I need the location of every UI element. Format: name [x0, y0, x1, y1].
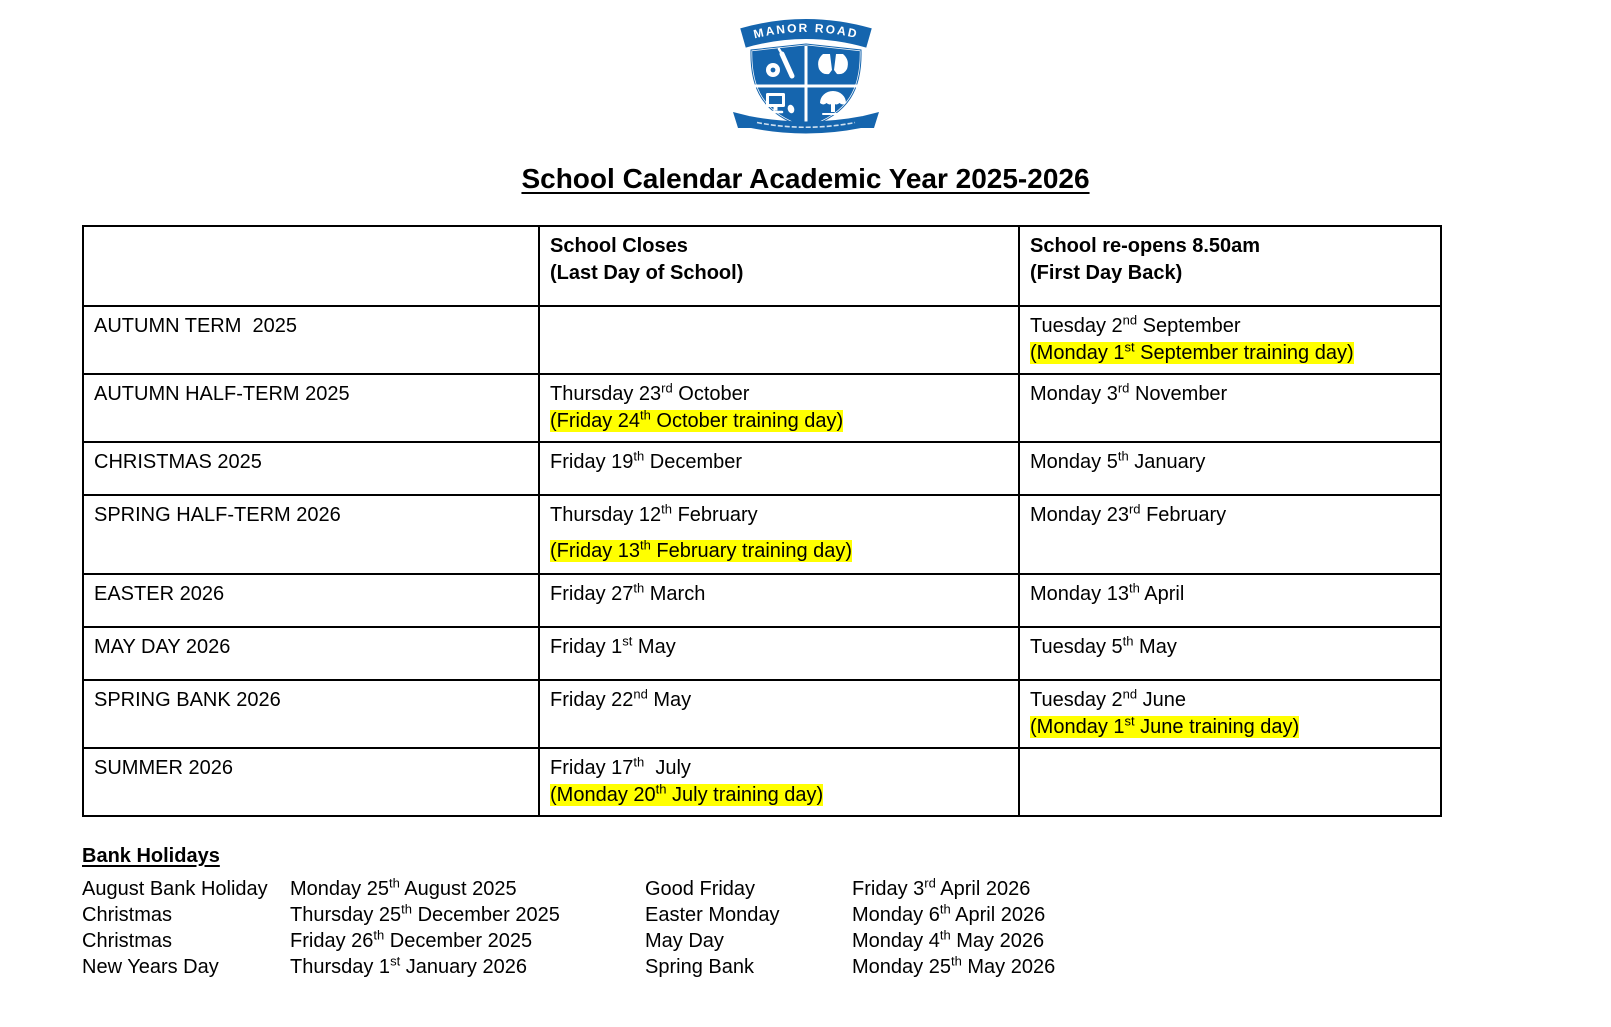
term-cell — [83, 627, 539, 680]
holiday-date: Friday 26th December 2025 — [290, 927, 533, 952]
term-table — [82, 225, 1442, 817]
closes-header-line1: School Closes — [550, 235, 688, 257]
table-row — [83, 374, 1441, 442]
bank-holidays-section — [82, 845, 1611, 980]
term-cell — [83, 574, 539, 627]
date-line — [550, 687, 1008, 714]
term-label: SPRING BANK 2026 — [94, 689, 281, 711]
training-day-highlight: (Friday 13th February training day) — [550, 537, 853, 562]
closes-cell — [539, 306, 1019, 374]
term-cell — [83, 442, 539, 495]
date-line — [550, 782, 1008, 809]
reopens-header-cell — [1019, 226, 1441, 306]
holiday-name: August Bank Holiday — [82, 878, 268, 900]
table-row — [83, 627, 1441, 680]
date-text: Thursday 12th February — [550, 501, 758, 526]
reopens-cell — [1019, 442, 1441, 495]
term-cell — [83, 374, 539, 442]
school-crest-logo — [711, 16, 901, 141]
holiday-name: Christmas — [82, 904, 173, 926]
reopens-cell — [1019, 574, 1441, 627]
term-header-cell — [83, 226, 539, 306]
term-cell — [83, 495, 539, 574]
date-line — [1030, 581, 1430, 608]
date-line — [550, 408, 1008, 435]
closes-header-line2: (Last Day of School) — [550, 262, 744, 284]
date-line — [1030, 313, 1430, 340]
term-label: AUTUMN HALF-TERM 2025 — [94, 383, 350, 405]
table-row — [83, 680, 1441, 748]
training-day-highlight: (Monday 1st June training day) — [1030, 713, 1300, 738]
holiday-date: Monday 4th May 2026 — [852, 927, 1045, 952]
date-line — [550, 502, 1008, 529]
reopens-header-line1: School re-opens 8.50am — [1030, 235, 1261, 257]
holiday-name: Good Friday — [645, 878, 756, 900]
holiday-name: Easter Monday — [645, 904, 780, 926]
term-cell — [83, 680, 539, 748]
closes-cell — [539, 442, 1019, 495]
date-line — [550, 755, 1008, 782]
date-text: Monday 13th April — [1030, 580, 1185, 605]
training-day-highlight: (Monday 1st September training day) — [1030, 339, 1354, 364]
table-row — [83, 306, 1441, 374]
closes-cell — [539, 748, 1019, 816]
date-text: Thursday 23rd October — [550, 380, 750, 405]
closes-cell — [539, 495, 1019, 574]
term-label: EASTER 2026 — [94, 583, 225, 605]
date-line — [1030, 449, 1430, 476]
reopens-cell — [1019, 627, 1441, 680]
date-text: Friday 22nd May — [550, 686, 692, 711]
banner-text: MANOR ROAD — [751, 20, 860, 42]
header-row — [83, 226, 1441, 306]
crest-image — [711, 16, 901, 136]
date-text: Tuesday 2nd September — [1030, 312, 1241, 337]
date-text: Monday 23rd February — [1030, 501, 1227, 526]
date-text: Tuesday 5th May — [1030, 633, 1177, 658]
reopens-cell — [1019, 495, 1441, 574]
term-table-body — [83, 306, 1441, 816]
training-day-highlight: (Monday 20th July training day) — [550, 781, 824, 806]
document-page — [0, 16, 1611, 1027]
bank-holidays-heading: Bank Holidays — [82, 845, 220, 867]
bank-holidays-list — [82, 876, 1611, 980]
date-text: Friday 19th December — [550, 448, 743, 473]
date-line — [1030, 634, 1430, 661]
date-line — [1030, 502, 1430, 529]
holiday-name: Spring Bank — [645, 956, 754, 978]
holiday-date: Monday 6th April 2026 — [852, 901, 1046, 926]
reopens-cell — [1019, 374, 1441, 442]
holiday-date: Thursday 1st January 2026 — [290, 953, 527, 978]
date-text: Tuesday 2nd June — [1030, 686, 1187, 711]
table-row — [83, 495, 1441, 574]
table-row — [83, 574, 1441, 627]
date-line — [1030, 714, 1430, 741]
holiday-date: Monday 25th August 2025 — [290, 875, 517, 900]
term-cell — [83, 748, 539, 816]
closes-cell — [539, 627, 1019, 680]
term-label: AUTUMN TERM 2025 — [94, 315, 298, 337]
term-label: CHRISTMAS 2025 — [94, 451, 262, 473]
date-line — [550, 449, 1008, 476]
term-label: MAY DAY 2026 — [94, 636, 231, 658]
reopens-cell — [1019, 748, 1441, 816]
closes-header-cell — [539, 226, 1019, 306]
table-row — [83, 748, 1441, 816]
closes-cell — [539, 574, 1019, 627]
holiday-date: Friday 3rd April 2026 — [852, 875, 1031, 900]
date-line — [550, 634, 1008, 661]
closes-cell — [539, 374, 1019, 442]
holiday-name: Christmas — [82, 930, 173, 952]
reopens-header-line2: (First Day Back) — [1030, 262, 1183, 284]
date-text: Monday 3rd November — [1030, 380, 1228, 405]
term-label: SPRING HALF-TERM 2026 — [94, 504, 341, 526]
holiday-date: Thursday 25th December 2025 — [290, 901, 560, 926]
date-line — [1030, 687, 1430, 714]
holiday-name: May Day — [645, 930, 724, 952]
date-line — [550, 581, 1008, 608]
table-row — [83, 442, 1441, 495]
date-line — [1030, 381, 1430, 408]
training-day-highlight: (Friday 24th October training day) — [550, 407, 844, 432]
holiday-name: New Years Day — [82, 956, 219, 978]
closes-cell — [539, 680, 1019, 748]
page-title: School Calendar Academic Year 2025-2026 — [521, 163, 1090, 194]
date-text: Friday 1st May — [550, 633, 676, 658]
term-cell — [83, 306, 539, 374]
date-text: Friday 27th March — [550, 580, 706, 605]
date-text: Monday 5th January — [1030, 448, 1206, 473]
date-line — [550, 381, 1008, 408]
date-line — [1030, 340, 1430, 367]
reopens-cell — [1019, 306, 1441, 374]
term-label: SUMMER 2026 — [94, 757, 233, 779]
date-text: Friday 17th July — [550, 754, 691, 779]
reopens-cell — [1019, 680, 1441, 748]
holiday-date: Monday 25th May 2026 — [852, 953, 1056, 978]
date-line — [550, 538, 1008, 565]
